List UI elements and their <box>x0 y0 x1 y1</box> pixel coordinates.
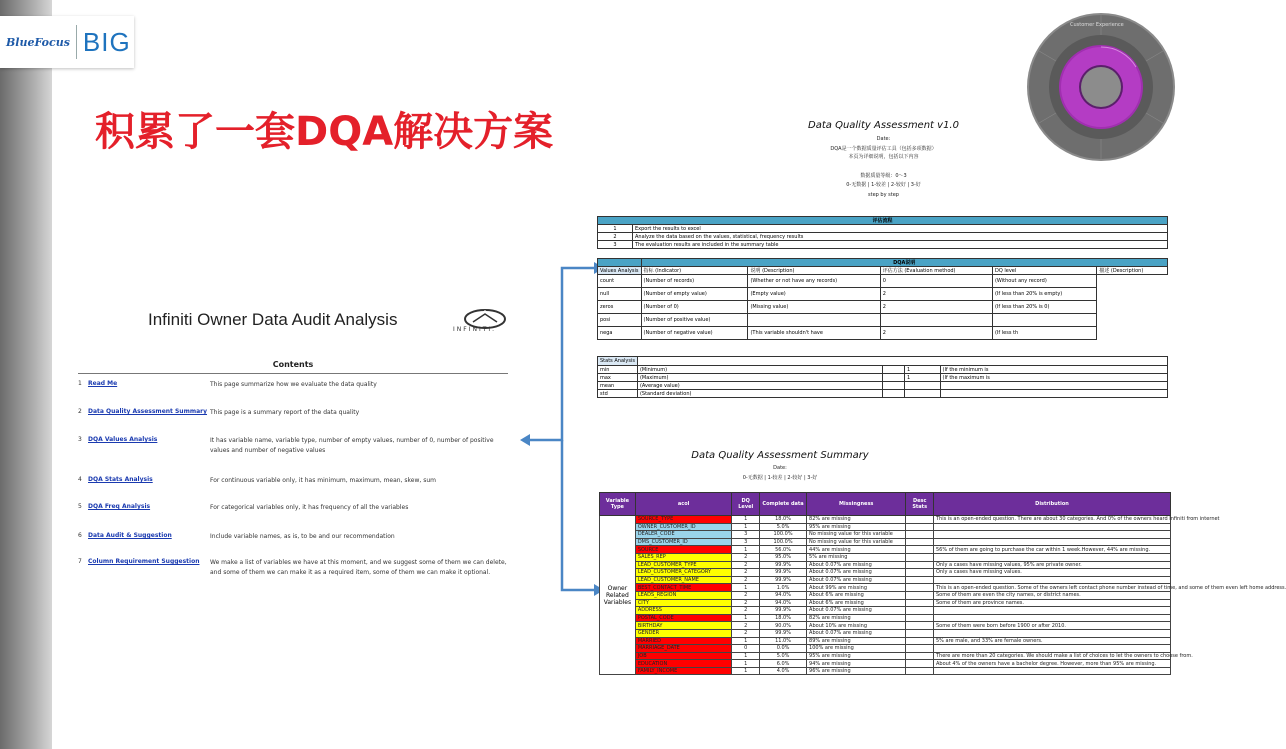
toc-description: Include variable names, as is, to be and our recommendation <box>210 533 395 540</box>
stats-table <box>597 356 1168 398</box>
circle-outer-label: Customer Experience <box>1070 22 1124 28</box>
table-row: SALES_REP 2 95.0% 5% are missing <box>600 553 1171 561</box>
toc-link[interactable]: DQA Values Analysis <box>88 436 158 443</box>
toc-description: We make a list of variables we have at this moment, and we suggest some of them we can delete, and some of them we can make it as a required item, some of them we can make it optional. <box>210 559 507 576</box>
toc-description: This page is a summary report of the data quality <box>210 409 360 416</box>
assessment-info-line: 本页为详细说明，包括以下内容 <box>848 154 919 160</box>
values-row: posi (Number of positive value) <box>598 314 1168 327</box>
stats-row: mean (Average value) <box>598 382 1168 390</box>
table-row: DMS_CUSTOMER_ID 3 100.0% No missing value for this variable <box>600 538 1171 546</box>
toc-number: 4 <box>78 476 82 483</box>
infiniti-wordmark: INFINITI. <box>453 326 497 333</box>
toc-description: This page summarize how we evaluate the data quality <box>210 381 377 388</box>
values-row: zeros (Number of 0) (Missing value) 2 (If less than 20% is 0) <box>598 301 1168 314</box>
slide-title: 积累了一套DQA解决方案 <box>95 109 554 155</box>
slide-sidebar-strip <box>0 0 52 749</box>
table-row: LEADS_REGION 2 94.0% About 6% are missing Some of them are even the city names, or district names. <box>600 591 1171 599</box>
bluefocus-logo: BlueFocus <box>6 35 70 49</box>
summary-title: Data Quality Assessment Summary <box>691 450 869 461</box>
table-row: CITY 2 94.0% About 6% are missing Some of them are province names. <box>600 599 1171 607</box>
brand-logo <box>0 16 134 68</box>
toc-link[interactable]: Data Audit & Suggestion <box>88 532 172 539</box>
values-header: DQA说明 <box>641 259 1167 267</box>
stats-row: std (Standard deviation) <box>598 390 1168 398</box>
assessment-info-line: DQA是一个数据质量评估工具（包括多项数据） <box>830 146 937 152</box>
assessment-sheet <box>597 120 1170 412</box>
toc-description: It has variable name, variable type, number of empty values, number of 0, number of positive values and number of negative values <box>210 437 494 454</box>
connector-arrows <box>510 260 610 600</box>
values-side-label: Values Analysis <box>598 267 642 275</box>
stats-row: min (Minimum) 1 (If the minimum is <box>598 366 1168 374</box>
table-row: GENDER 2 99.9% About 0.07% are missing <box>600 629 1171 637</box>
table-row: OWNER_CUSTOMER_ID 1 5.0% 95% are missing <box>600 523 1171 531</box>
toc-number: 3 <box>78 436 82 443</box>
toc-link[interactable]: Column Requirement Suggestion <box>88 558 200 565</box>
steps-table: 评估流程 1 Export the results to excel 2 Analyze the data based on the values, statistical, frequency results 3 The evaluation results are included in the summary table <box>597 216 1168 249</box>
values-row: null (Number of empty value) (Empty value) 2 (If less than 20% is empty) <box>598 288 1168 301</box>
toc-number: 1 <box>78 380 82 387</box>
table-row: SOURCE 1 56.0% 44% are missing 56% of them are going to purchase the car within 1 week.However, 44% are missing. <box>600 546 1171 554</box>
toc-link[interactable]: DQA Stats Analysis <box>88 476 153 483</box>
table-row: BEST_CONTACT_TIME 1 1.0% About 99% are missing This is an open-ended question. Some of the owners left contact phone number instead of time, and some of them even left home address. <box>600 584 1171 592</box>
toc-link[interactable]: Read Me <box>88 380 118 387</box>
logo-divider <box>76 25 77 59</box>
summary-legend: 0-无数据 | 1-较差 | 2-较好 | 3-好 <box>742 475 818 481</box>
contents-heading: Contents <box>272 360 314 369</box>
values-row: count (Number of records) (Whether or not have any records) 0 (Without any record) <box>598 275 1168 288</box>
table-row: LEAD_CUSTOMER_TYPE 2 99.9% About 0.07% are missing Only a cases have missing values, 95% are private owner. <box>600 561 1171 569</box>
values-table: DQA说明 Values Analysis 指标 (Indicator) 说明 (Description) 评估方法 (Evaluation method) DQ level 描述 (Description) count (Number of records) (Whether or not have any records) 0 (Without any record) null (Number of empty value) (Empty value) 2 (If less than 20% is empty) zeros (Number of 0) (Missing value) 2 (If less than 20% is 0) posi (Number of positive value) nega (Number of negative value) (This variable shouldn't have 2 (If less th <box>597 258 1168 340</box>
toc-number: 2 <box>78 408 82 415</box>
table-row: MARRIAGE_DATE 0 0.0% 100% are missing <box>600 645 1171 653</box>
table-row: POSTAL_CODE 1 18.0% 82% are missing <box>600 614 1171 622</box>
table-row: ADDRESS 2 99.9% About 0.07% are missing <box>600 607 1171 615</box>
table-row: Owner Related Variables SOURCE_TYPE 1 18.0% 82% are missing This is an open-ended question. There are about 30 categories. And 0% of the owners heard Infiniti from internet <box>600 516 1171 524</box>
values-row: nega (Number of negative value) (This variable shouldn't have 2 (If less th <box>598 327 1168 340</box>
toc-link[interactable]: DQA Freq Analysis <box>88 503 151 510</box>
table-row: EDUCATION 1 6.0% 94% are missing About 4% of the owners have a bachelor degree. However, more than 95% are missing. <box>600 660 1171 668</box>
toc-description: For continuous variable only, it has minimum, maximum, mean, skew, sum <box>210 477 436 484</box>
toc-link[interactable]: Data Quality Assessment Summary <box>88 408 208 415</box>
big-logo: BIG <box>82 26 131 57</box>
assessment-info-line: step by step <box>868 192 899 198</box>
assessment-info-line: 数据质量等级：0～3 <box>860 173 907 179</box>
stats-row: max (Maximum) 1 (If the maximum is <box>598 374 1168 382</box>
audit-document-title: Infiniti Owner Data Audit Analysis <box>148 310 398 329</box>
toc-number: 7 <box>78 558 82 565</box>
table-row: FAMILY_INCOME 1 4.0% 96% are missing <box>600 667 1171 675</box>
contents-divider <box>78 373 508 374</box>
table-row: JOB 1 5.0% 95% are missing There are more than 20 categories. We should make a list of choices to let the owners to choose from. <box>600 652 1171 660</box>
summary-side-label: Owner Related Variables <box>600 516 636 675</box>
toc-number: 5 <box>78 503 82 510</box>
summary-table: Variable Type acol DQ Level Complete data Missingness Desc Stats Distribution Owner Related Variables SOURCE_TYPE 1 18.0% 82% are missing This is an open-ended question. There are about 30 categories. And 0% of the owners heard Infiniti from internet OWNER_CUSTOMER_ID 1 5.0% 95% are missing DEALER_CODE 3 100.0% No missing value for this variable DMS_CUSTOMER_ID 3 100.0% No missing value for this variable SOURCE 1 56.0% 44% are missing 56% of them are going to purchase the car within 1 week.However, 44% are missing. SALES_REP 2 95.0% 5% are missing LEAD_CUSTOMER_TYPE 2 99.9% About 0.07% are missing Only a cases have missing values, 95% are private owner. LEAD_CUSTOMER_CATEGORY 2 99.9% About 0.07% are missing Only a cases have missing values. LEAD_CUSTOMER_NAME 2 99.9% About 0.07% are missing BEST_CONTACT_TIME 1 1.0% About 99% are missing This is an open-ended question. Some of the owners left contact phone number instead of time, and some of them even left home address. LEADS_REGION 2 94.0% About 6% are missing Some of them are even the city names, or district names. CITY 2 94.0% About 6% are missing Some of them are province names. ADDRESS 2 99.9% About 0.07% are missing POSTAL_CODE 1 18.0% 82% are missing BIRTHDAY 2 90.0% About 10% are missing Some of them were born before 1900 or after 2010. GENDER 2 99.9% About 0.07% are missing MARRIED 1 11.0% 89% are missing 5% are male, and 33% are female owners. MARRIAGE_DATE 0 0.0% 100% are missing JOB 1 5.0% 95% are missing There are more than 20 categories. We should make a list of choices to let the owners to choose from. EDUCATION 1 6.0% 94% are missing About 4% of the owners have a bachelor degree. However, more than 95% are missing. FAMILY_INCOME 1 4.0% 96% are missing <box>599 492 1171 675</box>
stats-side-label: Stats Analysis <box>598 357 638 366</box>
table-row: MARRIED 1 11.0% 89% are missing 5% are male, and 33% are female owners. <box>600 637 1171 645</box>
toc-description: For categorical variables only, it has frequency of all the variables <box>210 504 409 511</box>
assessment-title: Data Quality Assessment v1.0 <box>808 120 959 131</box>
toc-number: 6 <box>78 532 82 539</box>
table-row: LEAD_CUSTOMER_CATEGORY 2 99.9% About 0.07% are missing Only a cases have missing values. <box>600 569 1171 577</box>
summary-date: Date: <box>773 465 787 471</box>
table-row: BIRTHDAY 2 90.0% About 10% are missing Some of them were born before 1900 or after 2010. <box>600 622 1171 630</box>
assessment-info-line: 0-无数据 | 1-较差 | 2-较好 | 3-好 <box>846 182 921 188</box>
table-row: DEALER_CODE 3 100.0% No missing value for this variable <box>600 531 1171 539</box>
table-row: LEAD_CUSTOMER_NAME 2 99.9% About 0.07% are missing <box>600 576 1171 584</box>
steps-header: 评估流程 <box>598 217 1168 225</box>
audit-document <box>78 300 518 600</box>
assessment-date: Date: <box>876 136 891 142</box>
